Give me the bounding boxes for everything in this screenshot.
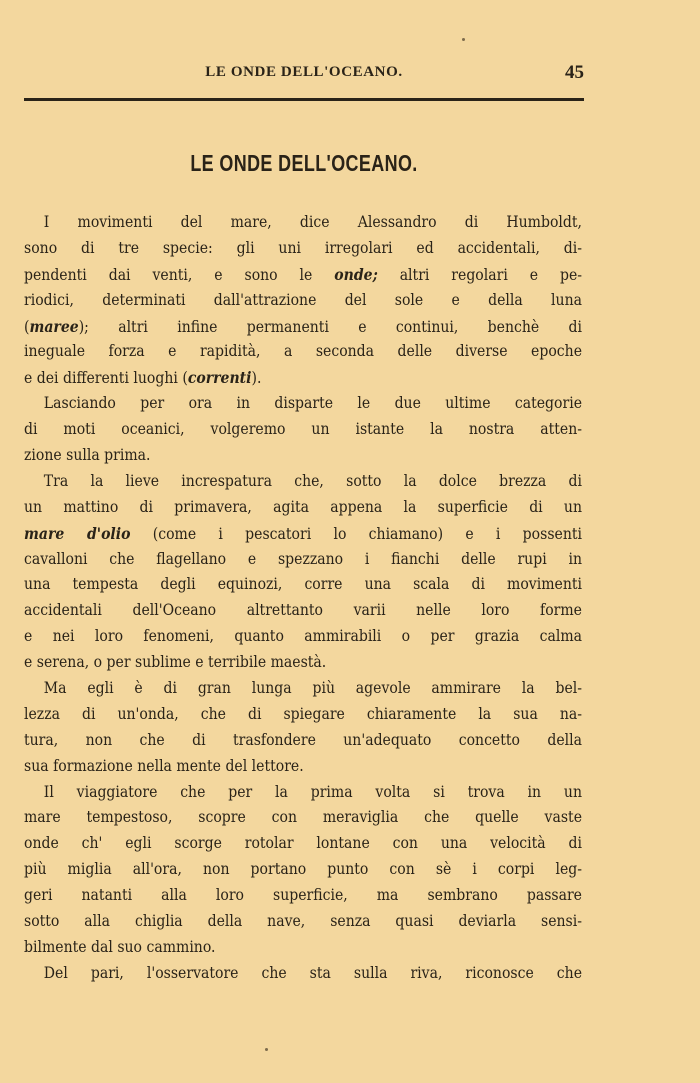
page-number: 45 — [565, 62, 584, 83]
text-line: e dei differenti luoghi (correnti). — [24, 368, 262, 388]
paper-speck — [462, 38, 465, 41]
text-line: bilmente dal suo cammino. — [24, 937, 216, 956]
text-line: tura, non che di trasfondere un'adequato concetto della — [24, 730, 582, 749]
text-line: una tempesta degli equinozi, corre una scala di movimenti — [24, 575, 582, 594]
text-line: di moti oceanici, volgeremo un istante la nostra atten- — [24, 420, 582, 439]
text-line: I movimenti del mare, dice Alessandro di Humboldt, — [43, 213, 583, 231]
text-line: lezza di un'onda, che di spiegare chiaramente la sua na- — [24, 704, 582, 723]
text-line: sua formazione nella mente del lettore. — [24, 756, 304, 775]
text-line: sotto alla chiglia della nave, senza quasi deviarla sensi- — [24, 912, 582, 931]
text-line: sono di tre specie: gli uni irregolari ed accidentali, di- — [24, 238, 582, 257]
text-line: Tra la lieve increspatura che, sotto la dolce brezza di — [43, 471, 583, 490]
text-line: geri natanti alla loro superficie, ma sembrano passare — [24, 886, 582, 905]
text-line: mare tempestoso, scopre con meraviglia che quelle vaste — [24, 808, 582, 827]
text-line: pendenti dai venti, e sono le onde; altri regolari e pe- — [24, 264, 582, 284]
text-line: accidentali dell'Oceano altrettanto varii nelle loro forme — [24, 601, 582, 620]
text-line: e serena, o per sublime e terribile maestà. — [24, 653, 327, 672]
running-head — [24, 62, 584, 88]
text-line: mare d'olio (come i pescatori lo chiamano) e i possenti — [24, 523, 582, 543]
text-line: (maree); altri infine permanenti e continui, benchè di — [24, 316, 582, 336]
text-line: Il viaggiatore che per la prima volta si trova in un — [43, 782, 583, 801]
text-line: riodici, determinati dall'attrazione del sole e della luna — [24, 290, 582, 309]
running-title: LE ONDE DELL'OCEANO. — [205, 64, 403, 80]
paper-speck — [265, 1048, 268, 1051]
text-line: un mattino di primavera, agita appena la superficie di un — [24, 497, 582, 516]
text-line: e nei loro fenomeni, quanto ammirabili o per grazia calma — [24, 627, 582, 646]
text-line: più miglia all'ora, non portano punto con sè i corpi leg- — [24, 860, 582, 879]
body-text — [24, 210, 582, 987]
text-line: Ma egli è di gran lunga più agevole ammirare la bel- — [43, 679, 583, 698]
text-line: zione sulla prima. — [24, 446, 151, 465]
text-line: Del pari, l'osservatore che sta sulla riva, riconosce che — [43, 963, 583, 982]
chapter-title: LE ONDE DELL'OCEANO. — [190, 150, 418, 176]
header-rule — [24, 98, 584, 101]
text-line: ineguale forza e rapidità, a seconda delle diverse epoche — [24, 342, 582, 361]
text-line: cavalloni che flagellano e spezzano i fianchi delle rupi in — [24, 549, 582, 568]
text-line: Lasciando per ora in disparte le due ultime categorie — [43, 394, 583, 413]
text-line: onde ch' egli scorge rotolar lontane con una velocità di — [24, 834, 582, 853]
